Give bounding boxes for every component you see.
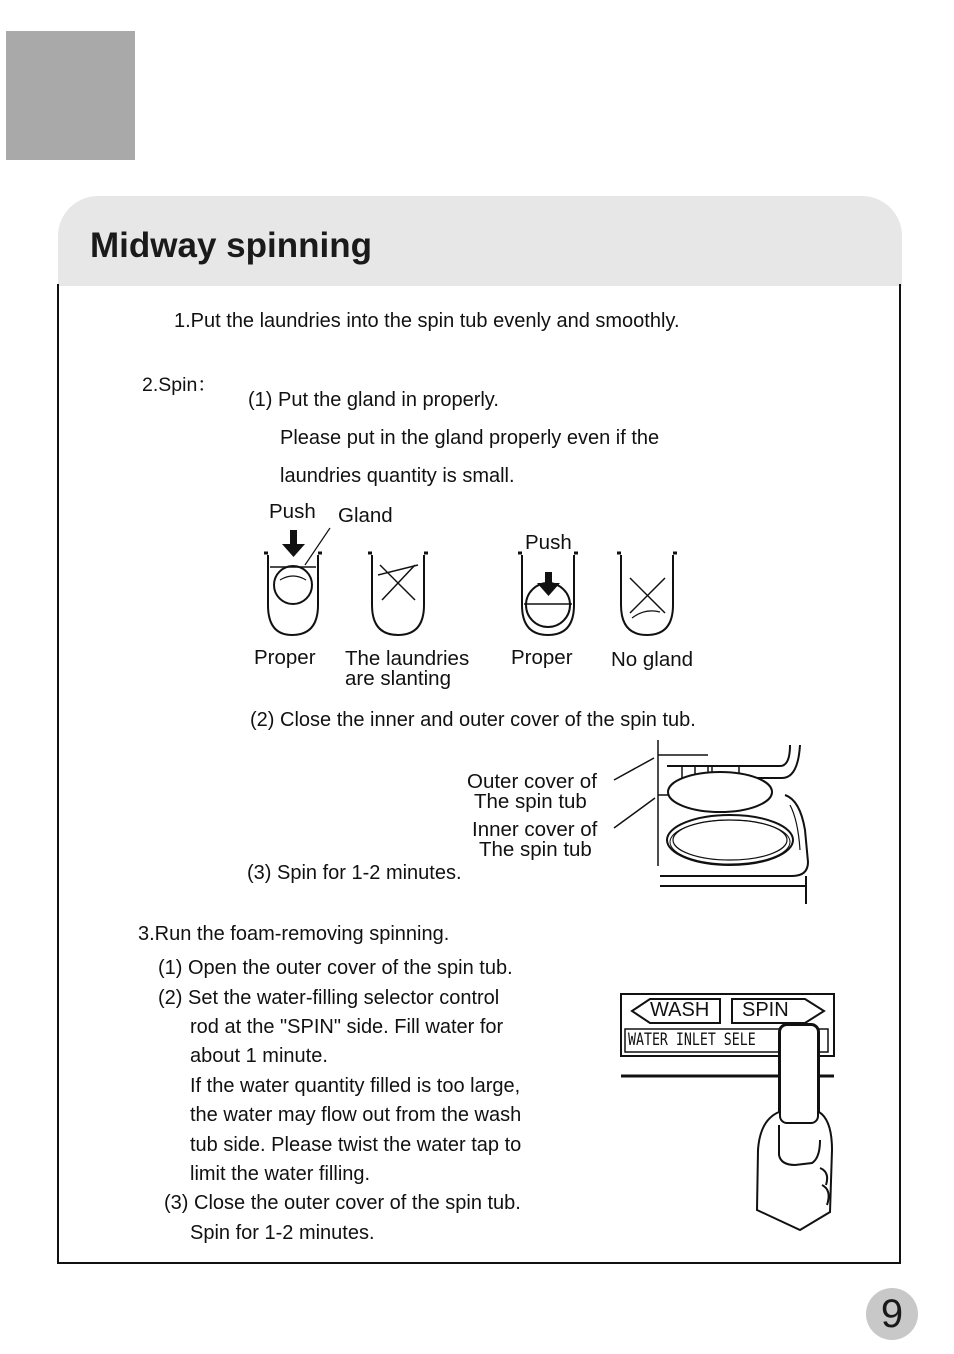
- step-3-sub-2-line-1: (2) Set the water-filling selector control: [158, 987, 500, 1009]
- step-3-label: 3.Run the foam-removing spinning.: [138, 923, 450, 945]
- step-2-note-line-2: laundries quantity is small.: [280, 465, 515, 487]
- caption-slanting-line-1: The laundries: [345, 647, 470, 670]
- inner-cover-label-line-2: The spin tub: [479, 838, 592, 861]
- step-2-sub-1: (1) Put the gland in properly.: [248, 389, 499, 411]
- page-number: 9: [880, 1292, 904, 1336]
- outer-cover-label-line-2: The spin tub: [474, 790, 587, 813]
- step-3-sub-3-line-1: (3) Close the outer cover of the spin tub.: [164, 1192, 521, 1214]
- water-inlet-selector-text: WATER INLET SELE: [628, 1030, 756, 1050]
- gland-label: Gland: [338, 504, 393, 527]
- step-3-note-line-4: limit the water filling.: [190, 1163, 371, 1185]
- caption-proper-2: Proper: [511, 646, 573, 669]
- step-3-note-line-2: the water may flow out from the wash: [190, 1104, 522, 1126]
- step-1-text: 1.Put the laundries into the spin tub evenly and smoothly.: [174, 310, 680, 332]
- push-label-left: Push: [269, 500, 316, 523]
- step-2-sub-3: (3) Spin for 1-2 minutes.: [247, 862, 462, 884]
- step-3-sub-3-line-2: Spin for 1-2 minutes.: [190, 1222, 375, 1244]
- step-3-sub-1: (1) Open the outer cover of the spin tub.: [158, 957, 513, 979]
- caption-slanting-line-2: are slanting: [345, 667, 451, 690]
- caption-no-gland: No gland: [611, 648, 694, 671]
- step-2-label: 2.Spin：: [142, 374, 217, 396]
- step-3-note-line-3: tub side. Please twist the water tap to: [190, 1134, 522, 1156]
- step-3-note-line-1: If the water quantity filled is too large,: [190, 1075, 521, 1097]
- step-2-sub-2: (2) Close the inner and outer cover of the spin tub.: [250, 709, 696, 731]
- spin-label: SPIN: [742, 999, 789, 1021]
- outer-cover-label-line-1: Outer cover of: [467, 770, 597, 793]
- inner-cover-label-line-1: Inner cover of: [472, 818, 598, 841]
- page-title: Midway spinning: [90, 226, 372, 265]
- step-2-note-line-1: Please put in the gland properly even if the: [280, 427, 660, 449]
- push-label-right: Push: [525, 531, 572, 554]
- wash-label: WASH: [650, 999, 710, 1021]
- step-3-sub-2-line-2: rod at the "SPIN" side. Fill water for: [190, 1016, 504, 1038]
- caption-proper-1: Proper: [254, 646, 316, 669]
- selector-rod: [779, 1024, 819, 1124]
- step-3-sub-2-line-3: about 1 minute.: [190, 1045, 328, 1067]
